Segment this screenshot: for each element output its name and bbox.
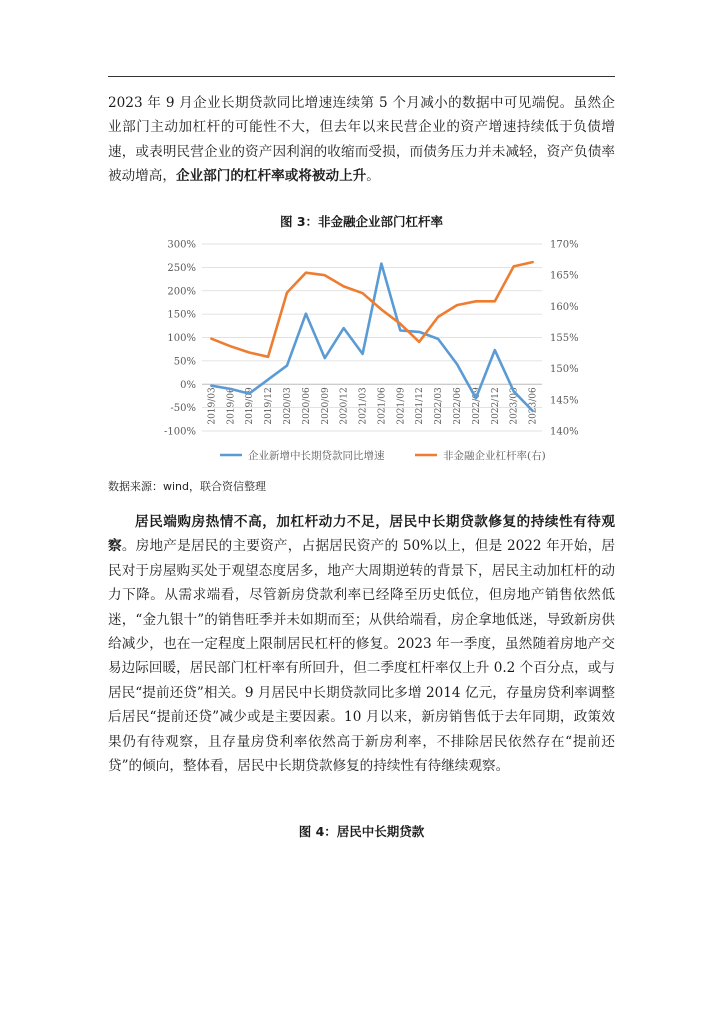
- leverage-chart: [150, 230, 590, 470]
- left-axis-tick-label: -100%: [164, 426, 196, 438]
- right-axis-tick-label: 160%: [550, 301, 579, 313]
- x-axis-tick-label: 2021/12: [415, 387, 426, 425]
- x-axis-tick-label: 2021/09: [396, 387, 407, 425]
- left-axis-tick-label: 0%: [180, 379, 196, 391]
- x-axis-tick-label: 2020/03: [283, 387, 293, 425]
- figure-4-caption: 图 4：居民中长期贷款: [298, 824, 425, 839]
- x-axis-tick-label: 2022/09: [471, 387, 482, 425]
- x-axis-tick-label: 2020/09: [320, 387, 331, 425]
- left-axis-tick-label: 250%: [167, 262, 196, 274]
- paragraph-household-loans: [108, 510, 615, 778]
- right-axis-tick-label: 140%: [550, 426, 579, 438]
- x-axis-tick-label: 2021/06: [377, 387, 388, 425]
- x-axis-tick-label: 2022/06: [453, 387, 463, 425]
- x-axis-tick-label: 2023/06: [528, 387, 539, 425]
- right-axis-tick-label: 145%: [550, 395, 579, 407]
- legend-label: 非金融企业杠杆率(右): [443, 450, 546, 462]
- left-axis-tick-label: 300%: [167, 239, 196, 251]
- right-axis-tick-label: 150%: [550, 364, 579, 376]
- x-axis-tick-label: 2021/03: [358, 387, 369, 425]
- x-axis-tick-label: 2019/06: [226, 387, 237, 425]
- legend-label: 企业新增中长期贷款同比增速: [248, 450, 385, 462]
- paragraph-text: 2023 年 9 月企业长期贷款同比增速连续第 5 个月减小的数据中可见端倪。虽然企业部门主动加杠杆的可能性不大，但去年以来民营企业的资产增速持续低于负债增速，或表明民营企业的资产因利润的收缩而受损，而债务压力并未减轻，资产负债率被动增高，: [108, 95, 615, 185]
- right-axis-tick-label: 170%: [550, 239, 579, 251]
- x-axis-tick-label: 2019/09: [245, 387, 256, 425]
- header-rule: [108, 76, 615, 77]
- left-axis-tick-label: 50%: [173, 356, 196, 368]
- paragraph-end: 。: [366, 168, 380, 185]
- paragraph-bold-conclusion: 企业部门的杠杆率或将被动上升: [175, 168, 367, 185]
- data-source-note: 数据来源：wind，联合资信整理: [108, 480, 267, 493]
- x-axis-tick-label: 2022/12: [490, 387, 501, 425]
- left-axis-tick-label: 150%: [167, 309, 196, 321]
- x-axis-tick-label: 2020/06: [301, 387, 312, 425]
- x-axis-tick-label: 2020/12: [339, 387, 350, 425]
- right-axis-tick-label: 155%: [550, 333, 579, 344]
- x-axis-tick-label: 2019/03: [207, 387, 218, 425]
- figure-3-caption: 图 3：非金融企业部门杠杆率: [279, 214, 444, 229]
- left-axis-tick-label: 200%: [167, 286, 196, 298]
- left-axis-tick-label: -50%: [170, 403, 196, 415]
- paragraph-text: 。房地产是居民的主要资产，占据居民资产的 50%以上，但是 2022 年开始，居民对于房屋购买处于观望态度居多，地产大周期逆转的背景下，居民主动加杠杆的动力下降。从需求端看，尽管新房贷款利率已经降至历史低位，但房地产销售依然低迷，“金九银十”的销售旺季并未如期而至；从供给端看，房企拿地低迷，导致新房供给减少，也在一定程度上限制居民杠杆的修复。2023 年一季度，虽然随着房地产交易边际回暖，居民部门杠杆率有所回升，但二季度杠杆率仅上升 0.2 个百分点，或与居民“提前还贷”相关。9 月居民中长期贷款同比多增 2014 亿元，存量房贷利率调整后居民“提前还贷”减少或是主要因素。10 月以来，新房销售低于去年同期，政策效果仍有待观察，且存量房贷利率依然高于新房利率，不排除居民依然存在“提前还贷”的倾向，整体看，居民中长期贷款修复的持续性有待继续观察。: [108, 538, 615, 775]
- right-axis-tick-label: 165%: [550, 270, 579, 282]
- x-axis-tick-label: 2019/12: [264, 387, 275, 425]
- x-axis-tick-label: 2022/03: [434, 387, 445, 425]
- x-axis-tick-label: 2023/03: [509, 387, 520, 425]
- paragraph-bold-heading: 居民端购房热情不高，加杠杆动力不足，居民中长期贷款修复的持续性有待观察: [108, 514, 615, 555]
- paragraph-corporate-leverage: [108, 91, 615, 189]
- left-axis-tick-label: 100%: [167, 333, 196, 344]
